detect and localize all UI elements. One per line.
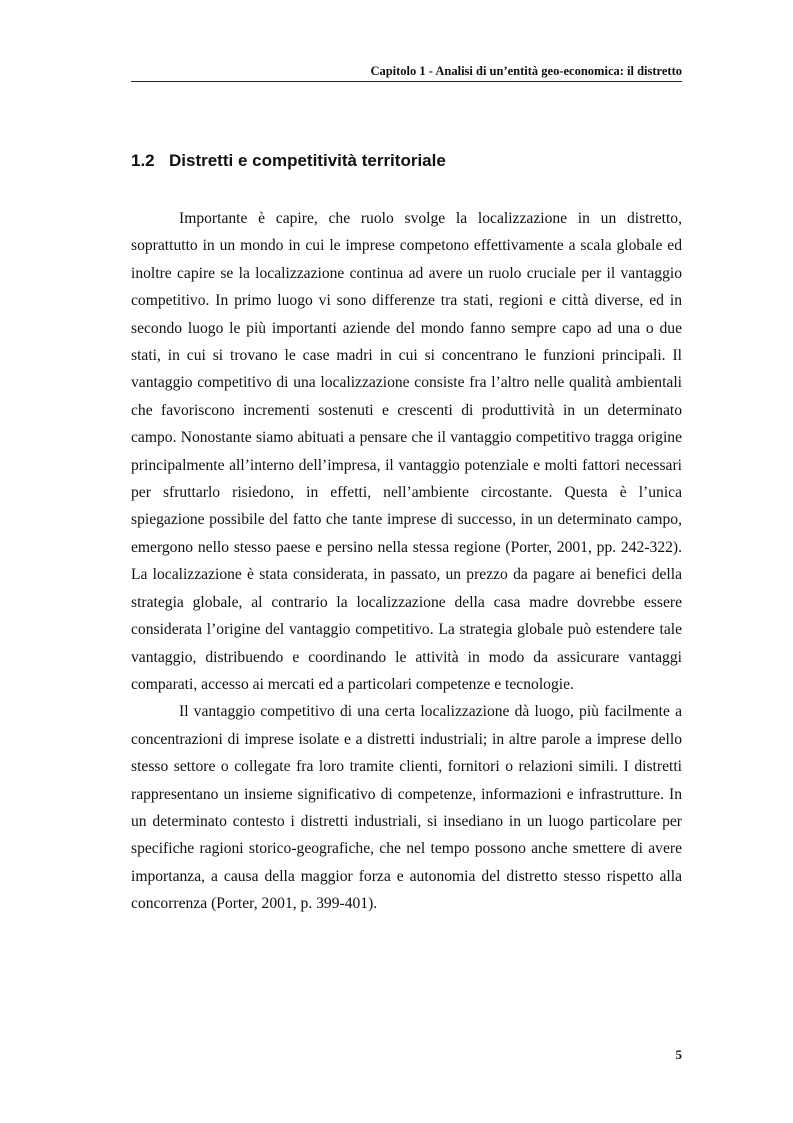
body-text bbox=[131, 205, 682, 918]
section-title: Distretti e competitività territoriale bbox=[169, 151, 446, 170]
running-header: Capitolo 1 - Analisi di un’entità geo-economica: il distretto bbox=[370, 64, 682, 78]
paragraph-2: Il vantaggio competitivo di una certa localizzazione dà luogo, più facilmente a concentrazioni di imprese isolate e a distretti industriali; in altre parole a imprese dello stesso settore o collegate fra loro tramite clienti, fornitori o relazioni simili. I distretti rappresentano un insieme significativo di competenze, informazioni e infrastrutture. In un determinato contesto i distretti industriali, si insediano in un luogo particolare per specifiche ragioni storico-geografiche, che nel tempo possono anche smettere di avere importanza, a causa della maggior forza e autonomia del distretto stesso rispetto alla concorrenza (Porter, 2001, p. 399-401). bbox=[131, 703, 682, 913]
section-heading bbox=[131, 151, 446, 171]
paragraph-1: Importante è capire, che ruolo svolge la localizzazione in un distretto, soprattutto in un mondo in cui le imprese competono effettivamente a scala globale ed inoltre capire se la localizzazione continua ad avere un ruolo cruciale per il vantaggio competitivo. In primo luogo vi sono differenze tra stati, regioni e città diverse, ed in secondo luogo le più importanti aziende del mondo fanno sempre capo ad una o due stati, in cui si trovano le case madri in cui si concentrano le funzioni principali. Il vantaggio competitivo di una localizzazione consiste fra l’altro nelle qualità ambientali che favoriscono incrementi sostenuti e crescenti di produttività in un determinato campo. Nonostante siamo abituati a pensare che il vantaggio competitivo tragga origine principalmente all’interno dell’impresa, il vantaggio potenziale e molti fattori necessari per sfruttarlo risiedono, in effetti, nell’ambiente circostante. Questa è l’unica spiegazione possibile del fatto che tante imprese di successo, in un determinato campo, emergono nello stesso paese e persino nella stessa regione (Porter, 2001, pp. 242-322). La localizzazione è stata considerata, in passato, un prezzo da pagare ai benefici della strategia globale, al contrario la localizzazione della casa madre dovrebbe essere considerata l’origine del vantaggio competitivo. La strategia globale può estendere tale vantaggio, distribuendo e coordinando le attività in modo da assicurare vantaggi comparati, accesso ai mercati ed a particolari competenze e tecnologie. bbox=[131, 210, 682, 693]
page-number: 5 bbox=[675, 1047, 682, 1062]
header-rule bbox=[131, 81, 682, 82]
section-number: 1.2 bbox=[131, 151, 155, 170]
